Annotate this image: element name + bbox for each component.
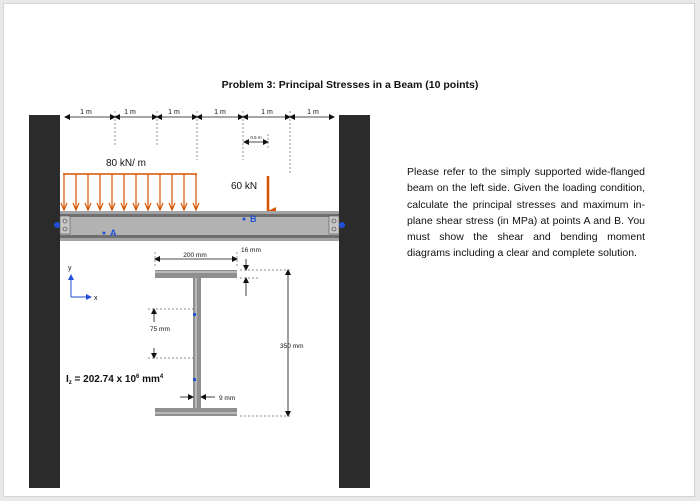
problem-title: Problem 3: Principal Stresses in a Beam (10 points) xyxy=(221,79,479,91)
offset-label: 0.5 m xyxy=(250,135,262,140)
span-label-5: 1 m xyxy=(261,109,273,116)
inertia-label: $I_z = 202.74$ x $10^6$ $mm^4$ xyxy=(66,374,164,386)
span-dimensions xyxy=(65,117,334,142)
flange-thickness-label: 16 mm xyxy=(241,247,261,254)
span-label-2: 1 m xyxy=(124,109,136,116)
depth-label: 350 mm xyxy=(280,343,304,350)
y-axis-label: y xyxy=(68,265,72,272)
section-dimensions xyxy=(154,259,288,416)
problem-prompt: Please refer to the simply supported wide-flanged beam on the left side. Given the loading condition, calculate the principal stresses and maximum in-plane shear stress (in MPa) at points A and B. You must show the shear and bending moment diagrams including a clear and complete solution. xyxy=(407,166,645,260)
distributed-load-label: 80 kN/ m xyxy=(106,158,147,169)
point-a-marker xyxy=(103,232,106,235)
distributed-load-arrows xyxy=(61,174,199,210)
span-label-1: 1 m xyxy=(80,109,92,116)
right-wall xyxy=(339,115,370,488)
point-b-marker xyxy=(243,218,246,221)
web-offset-label: 75 mm xyxy=(150,326,170,333)
left-wall xyxy=(29,115,60,488)
web-thickness-label: 9 mm xyxy=(219,395,236,402)
span-label-6: 1 m xyxy=(307,109,319,116)
flange-width-label: 200 mm xyxy=(183,252,207,259)
beam xyxy=(60,211,339,241)
x-axis-label: x xyxy=(94,295,98,302)
span-label-3: 1 m xyxy=(168,109,180,116)
point-a-label: A xyxy=(110,228,117,238)
point-load-label: 60 kN xyxy=(231,181,258,192)
span-label-4: 1 m xyxy=(214,109,226,116)
point-b-label: B xyxy=(250,214,257,224)
